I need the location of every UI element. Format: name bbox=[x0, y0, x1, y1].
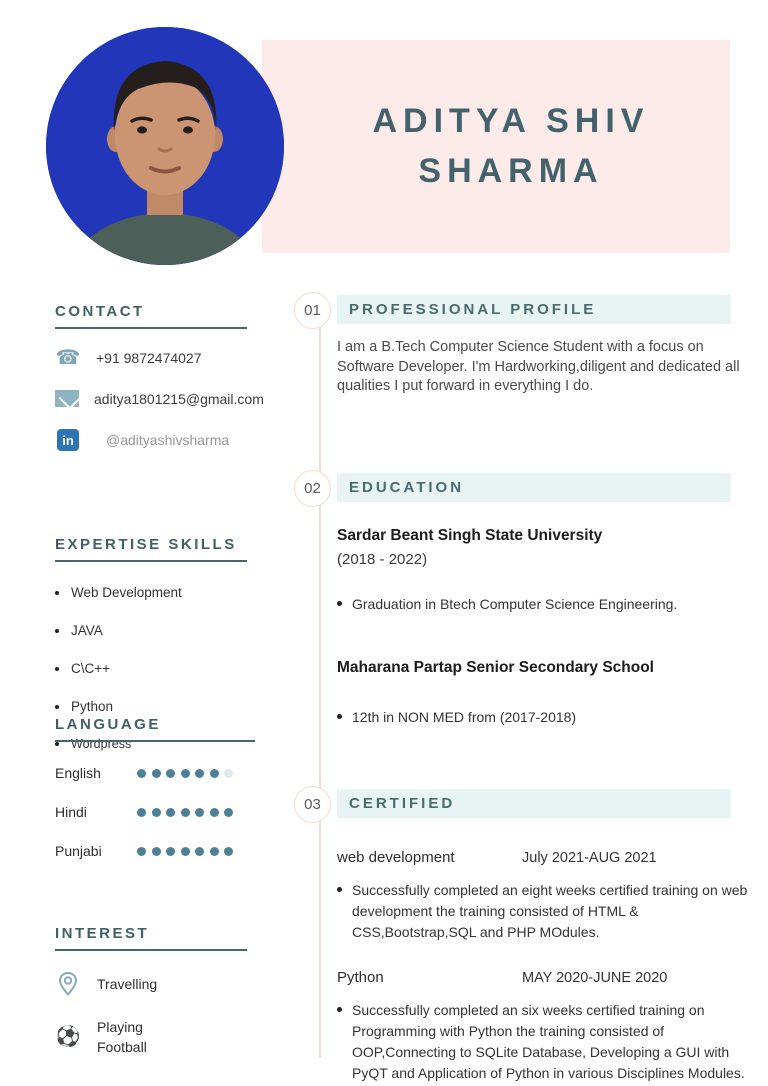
language-section bbox=[55, 716, 255, 859]
education-detail: 12th in NON MED from (2017-2018) bbox=[337, 707, 741, 728]
level-dot bbox=[137, 808, 146, 817]
bullet-icon bbox=[55, 667, 59, 671]
language-level-dots bbox=[137, 769, 233, 778]
level-dot bbox=[195, 769, 204, 778]
skill-item: Web Development bbox=[55, 585, 247, 600]
bullet-icon bbox=[337, 1007, 342, 1012]
certification-head bbox=[337, 849, 753, 866]
level-dot bbox=[137, 847, 146, 856]
football-icon: ⚽ bbox=[55, 1026, 81, 1049]
interest-label: Travelling bbox=[97, 975, 158, 992]
interest-item bbox=[55, 1017, 247, 1058]
contact-email[interactable] bbox=[55, 390, 264, 407]
email-icon bbox=[55, 390, 79, 407]
profile-photo bbox=[46, 27, 284, 265]
language-row bbox=[55, 765, 255, 781]
education-entry bbox=[337, 659, 741, 728]
location-pin-icon bbox=[55, 971, 81, 997]
phone-number: +91 9872474027 bbox=[96, 350, 202, 366]
certification-name: Python bbox=[337, 969, 384, 986]
education-entry bbox=[337, 527, 741, 615]
certification-block bbox=[337, 843, 753, 1084]
level-dot bbox=[195, 847, 204, 856]
level-dot bbox=[166, 808, 175, 817]
contact-section bbox=[55, 303, 264, 451]
portrait-illustration bbox=[46, 27, 284, 265]
name-banner bbox=[262, 40, 730, 253]
level-dot bbox=[224, 769, 233, 778]
level-dot bbox=[210, 847, 219, 856]
profile-summary: I am a B.Tech Computer Science Student with a focus on Software Developer. I'm Hardworking,diligent and dedicated all qualities I put forward in everything I do. bbox=[337, 339, 740, 395]
interest-section bbox=[55, 925, 247, 1058]
level-dot bbox=[224, 847, 233, 856]
skill-item: Wordpress bbox=[55, 737, 247, 751]
linkedin-icon: in bbox=[55, 429, 81, 451]
section-number-03: 03 bbox=[294, 786, 331, 823]
bullet-icon bbox=[55, 591, 59, 595]
section-number-01: 01 bbox=[294, 292, 331, 329]
language-level-dots bbox=[137, 808, 233, 817]
level-dot bbox=[210, 769, 219, 778]
interest-title: INTEREST bbox=[55, 925, 247, 951]
level-dot bbox=[152, 808, 161, 817]
education-block bbox=[337, 527, 741, 728]
section-header-education bbox=[337, 473, 731, 502]
phone-icon: ☎ bbox=[55, 347, 81, 369]
level-dot bbox=[181, 769, 190, 778]
section-header-certified bbox=[337, 789, 731, 818]
language-title: LANGUAGE bbox=[55, 716, 255, 742]
contact-phone[interactable] bbox=[55, 348, 247, 368]
language-name: Punjabi bbox=[55, 843, 102, 859]
language-name: Hindi bbox=[55, 804, 87, 820]
section-header-professional-profile bbox=[337, 295, 731, 324]
linkedin-handle: @adityashivsharma bbox=[106, 432, 230, 448]
level-dot bbox=[181, 847, 190, 856]
person-name: ADITYA SHIV SHARMA bbox=[372, 102, 650, 190]
bullet-icon bbox=[55, 705, 59, 709]
skills-title: EXPERTISE SKILLS bbox=[55, 536, 247, 562]
certification-name: web development bbox=[337, 849, 455, 866]
education-detail: Graduation in Btech Computer Science Engineering. bbox=[337, 594, 741, 615]
skill-item: C\C++ bbox=[55, 661, 247, 676]
certification-detail: Successfully completed an six weeks certified training on Programming with Python the training consisted of OOP,Connecting to SQLite Database, Developing a GUI with PyQT and Application of Python in various Disciplines Modules. bbox=[337, 1000, 753, 1084]
level-dot bbox=[195, 808, 204, 817]
certification-detail: Successfully completed an eight weeks certified training on web development the training consisted of HTML & CSS,Bootstrap,SQL and PHP MOdules. bbox=[337, 880, 753, 943]
level-dot bbox=[166, 847, 175, 856]
certification-dates: MAY 2020-JUNE 2020 bbox=[522, 970, 668, 986]
level-dot bbox=[224, 808, 233, 817]
level-dot bbox=[166, 769, 175, 778]
level-dot bbox=[137, 769, 146, 778]
email-address: aditya1801215@gmail.com bbox=[94, 390, 264, 407]
contact-linkedin[interactable] bbox=[55, 429, 247, 451]
skill-item: Python bbox=[55, 699, 247, 714]
level-dot bbox=[152, 769, 161, 778]
certification-dates: July 2021-AUG 2021 bbox=[522, 850, 657, 866]
timeline-line bbox=[319, 310, 321, 1058]
bullet-icon bbox=[337, 714, 342, 719]
section-number-02: 02 bbox=[294, 470, 331, 507]
bullet-icon bbox=[337, 601, 342, 606]
school-name: Maharana Partap Senior Secondary School bbox=[337, 659, 654, 676]
section-title: EDUCATION bbox=[349, 479, 465, 496]
certification-entry bbox=[337, 849, 753, 943]
language-level-dots bbox=[137, 847, 233, 856]
level-dot bbox=[181, 808, 190, 817]
certification-entry bbox=[337, 969, 753, 1084]
language-row bbox=[55, 843, 255, 859]
level-dot bbox=[152, 847, 161, 856]
section-title: PROFESSIONAL PROFILE bbox=[349, 301, 597, 318]
level-dot bbox=[210, 808, 219, 817]
interest-label: Playing Football bbox=[97, 1019, 147, 1056]
school-dates: (2018 - 2022) bbox=[337, 551, 428, 568]
language-row bbox=[55, 804, 255, 820]
bullet-icon bbox=[337, 887, 342, 892]
contact-title: CONTACT bbox=[55, 303, 247, 329]
bullet-icon bbox=[55, 629, 59, 633]
language-name: English bbox=[55, 765, 101, 781]
certification-head bbox=[337, 969, 753, 986]
skill-item: JAVA bbox=[55, 623, 247, 638]
school-name: Sardar Beant Singh State University bbox=[337, 527, 603, 544]
section-title: CERTIFIED bbox=[349, 795, 456, 812]
interest-item bbox=[55, 971, 247, 997]
